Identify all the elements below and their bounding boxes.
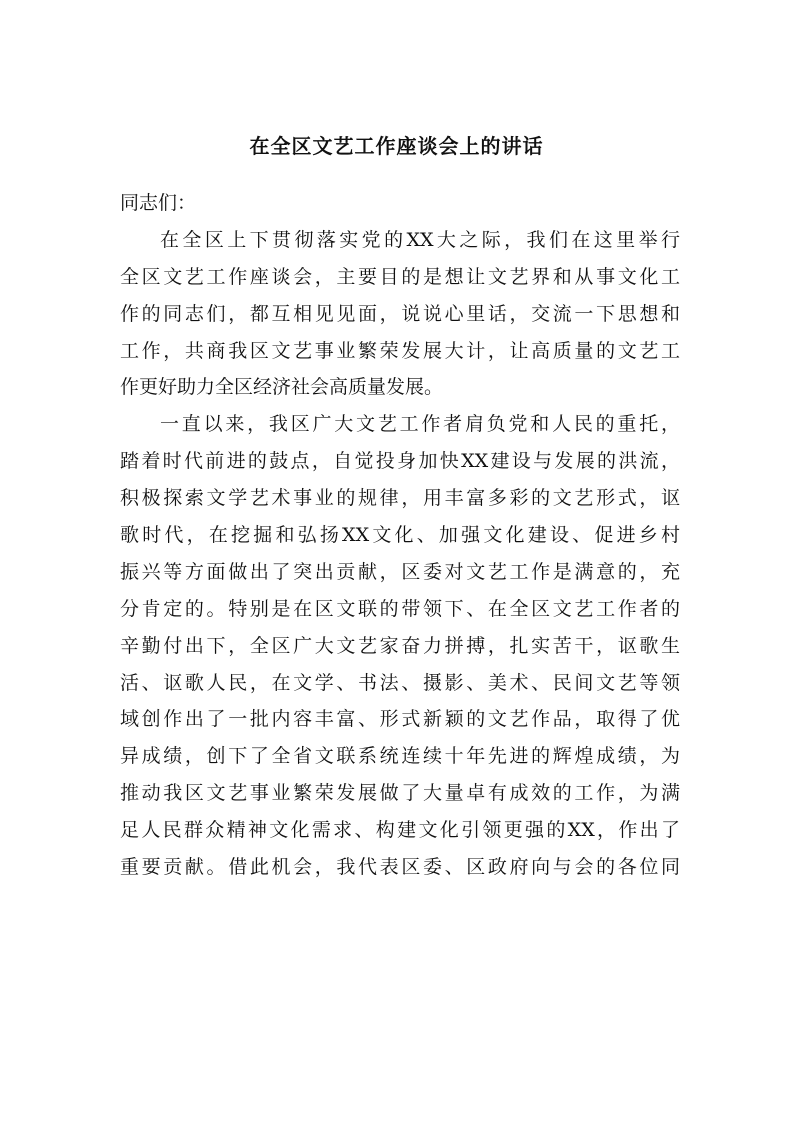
text-line: 足人民群众精神文化需求、构建文化引领更强的XX，作出了 bbox=[120, 819, 680, 842]
text-line: 分肯定的。特别是在区文联的带领下、在全区文艺工作者的 bbox=[120, 597, 680, 620]
text-line: 振兴等方面做出了突出贡献，区委对文艺工作是满意的，充 bbox=[120, 560, 680, 583]
text-line: 踏着时代前进的鼓点，自觉投身加快XX建设与发展的洪流， bbox=[120, 450, 680, 473]
text-line: 作更好助力全区经济社会高质量发展。 bbox=[120, 376, 444, 399]
document-title: 在全区文艺工作座谈会上的讲话 bbox=[249, 134, 544, 158]
text-line: 重要贡献。借此机会，我代表区委、区政府向与会的各位同 bbox=[120, 856, 680, 879]
text-line: 推动我区文艺事业繁荣发展做了大量卓有成效的工作，为满 bbox=[120, 782, 680, 805]
text-line: 工作，共商我区文艺事业繁荣发展大计，让高质量的文艺工 bbox=[120, 339, 680, 362]
text-line: 活、讴歌人民，在文学、书法、摄影、美术、民间文艺等领 bbox=[120, 671, 680, 694]
text-line: 一直以来，我区广大文艺工作者肩负党和人民的重托， bbox=[160, 413, 680, 436]
text-line: 辛勤付出下，全区广大文艺家奋力拼搏，扎实苦干，讴歌生 bbox=[120, 634, 680, 657]
document-body bbox=[120, 185, 680, 886]
text-line: 异成绩，创下了全省文联系统连续十年先进的辉煌成绩，为 bbox=[120, 745, 680, 768]
text-line: 歌时代，在挖掘和弘扬XX文化、加强文化建设、促进乡村 bbox=[120, 524, 680, 547]
text-line: 全区文艺工作座谈会，主要目的是想让文艺界和从事文化工 bbox=[120, 265, 680, 288]
text-line: 作的同志们，都互相见见面，说说心里话，交流一下思想和 bbox=[120, 302, 680, 325]
text-line: 域创作出了一批内容丰富、形式新颖的文艺作品，取得了优 bbox=[120, 708, 680, 731]
text-line: 在全区上下贯彻落实党的XX大之际，我们在这里举行 bbox=[160, 228, 680, 251]
text-line: 积极探索文学艺术事业的规律，用丰富多彩的文艺形式，讴 bbox=[120, 487, 680, 510]
greeting-line: 同志们： bbox=[120, 192, 197, 214]
